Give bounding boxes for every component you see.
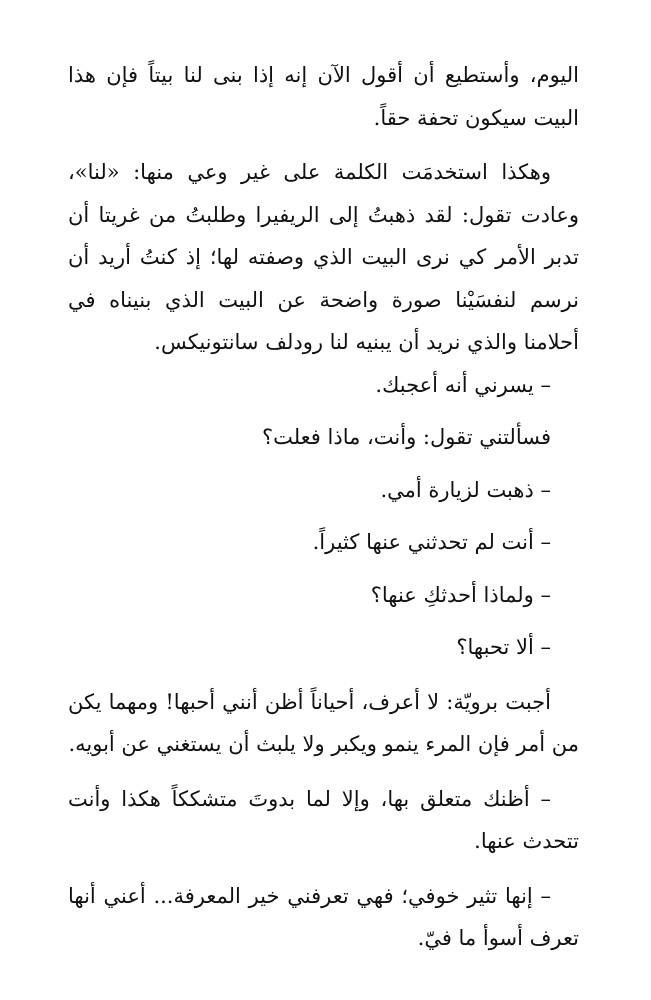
dialogue-line-2: – ذهبت لزيارة أمي. — [380, 477, 551, 502]
paragraph-4: أجبت برويّة: لا أعرف، أحياناً أظن أنني أحبها! ومهما يكن من أمر فإن المرء ينمو ويكبر ولا يلبث أن يستغني عن أبويه. — [68, 689, 579, 756]
dialogue-line-3: – أنت لم تحدثني عنها كثيراً. — [312, 530, 551, 554]
paragraph-2: وهكذا استخدمَت الكلمة على غير وعي منها: «لنا»، وعادت تقول: لقد ذهبتُ إلى الريفيرا وطلبتُ من غريتا أن تدبر الأمر كي نرى البيت الذي وصفته لها؛ إذ كنتُ أريد أن نرسم لنفسَيْنا صورة واضحة عن البيت الذي بنيناه في أحلامنا والذي نريد أن يبنيه لنا رودلف سانتونيكس. — [68, 160, 579, 354]
dialogue-line-4: – ولماذا أحدثكِ عنها؟ — [370, 582, 551, 607]
dialogue-line-1: – يسرني أنه أعجبك. — [375, 372, 551, 397]
dialogue-line-5: – ألا تحبها؟ — [456, 635, 551, 659]
dialogue-line-6: – أظنك متعلق بها، وإلا لما بدوتَ متشككاً هكذا وأنت تتحدث عنها. — [68, 786, 579, 853]
paragraph-3: فسألتني تقول: وأنت، ماذا فعلت؟ — [261, 425, 551, 449]
dialogue-line-7: – إنها تثير خوفي؛ فهي تعرفني خير المعرفة... أعني أنها تعرف أسوأ ما فيّ. — [68, 883, 579, 950]
paragraph-1: اليوم، وأستطيع أن أقول الآن إنه إذا بنى لنا بيتاً فإن هذا البيت سيكون تحفة حقاً. — [68, 63, 579, 130]
